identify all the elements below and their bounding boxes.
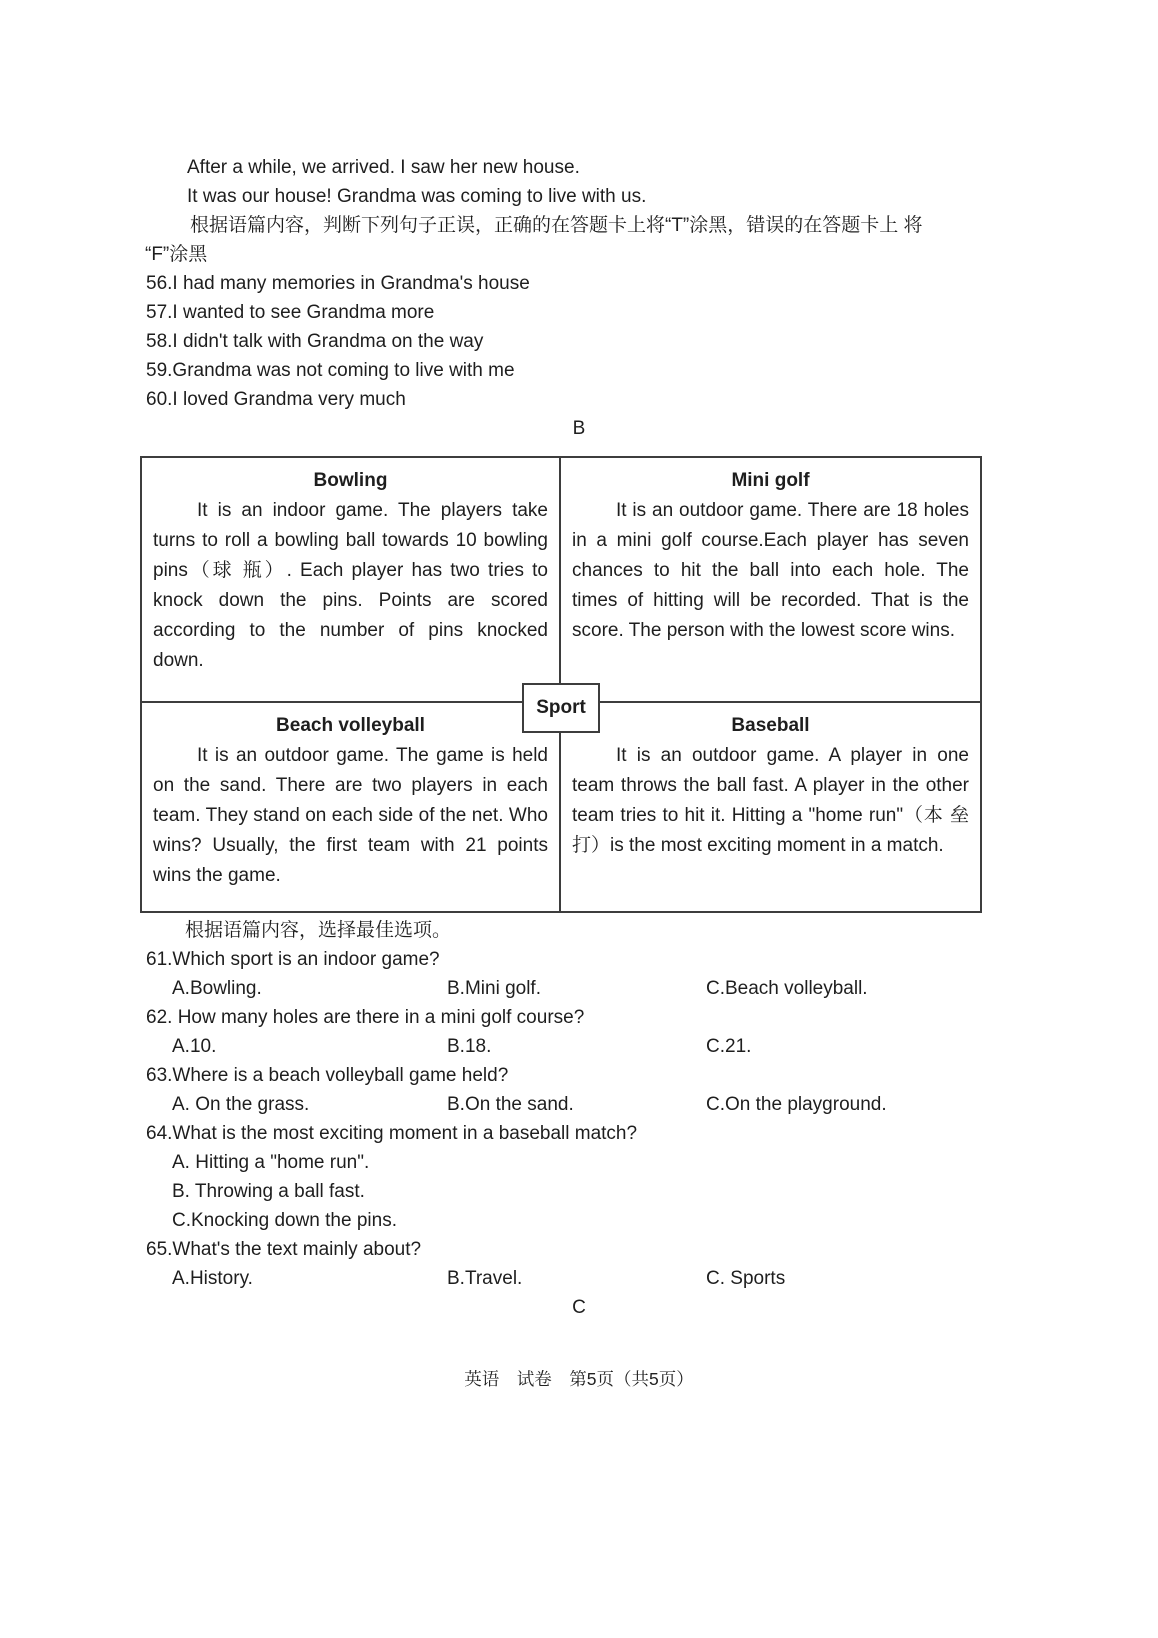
- tf-item-56: 56.I had many memories in Grandma's house: [146, 273, 530, 294]
- question-63-option-b: B.On the sand.: [447, 1094, 574, 1115]
- cell-title-mini-golf: Mini golf: [731, 470, 810, 491]
- cell-title-baseball: Baseball: [731, 715, 810, 736]
- tf-item-58: 58.I didn't talk with Grandma on the way: [146, 331, 484, 352]
- section-b-label: B: [572, 418, 586, 439]
- question-65-option-c: C. Sports: [706, 1268, 786, 1289]
- sport-center-box: [522, 683, 600, 733]
- cell-body-bowling: It is an indoor game. The players take turns to roll a bowling ball towards 10 bowling pins（球 瓶）. Each player has two tries to knock down the pins. Points are scored according to the number of pins knocked down.: [153, 500, 548, 671]
- table-cell-bowling: [142, 458, 561, 703]
- question-62-option-b: B.18.: [447, 1036, 492, 1057]
- question-64-option-a: A. Hitting a "home run".: [172, 1152, 370, 1173]
- question-64-option-b: B. Throwing a ball fast.: [172, 1181, 365, 1202]
- tf-item-57: 57.I wanted to see Grandma more: [146, 302, 435, 323]
- question-61-options: [172, 974, 1158, 1003]
- sport-center-label: Sport: [536, 697, 586, 718]
- mc-instruction: 根据语篇内容，选择最佳选项。: [185, 920, 452, 941]
- intro-line-2: It was our house! Grandma was coming to live with us.: [187, 186, 647, 207]
- tf-item-60: 60.I loved Grandma very much: [146, 389, 406, 410]
- tf-item-59: 59.Grandma was not coming to live with me: [146, 360, 515, 381]
- tf-instruction-line-1: 根据语篇内容，判断下列句子正误，正确的在答题卡上将“T”涂黑，错误的在答题卡上 将: [190, 215, 923, 236]
- sports-table: [140, 456, 982, 913]
- question-62-option-a: A.10.: [172, 1036, 217, 1057]
- question-64-option-c: C.Knocking down the pins.: [172, 1210, 397, 1231]
- page-footer: 英语 试卷 第5页（共5页）: [464, 1369, 694, 1389]
- intro-line-1: After a while, we arrived. I saw her new house.: [187, 157, 580, 178]
- table-cell-mini-golf: [561, 458, 980, 703]
- question-65-stem: 65.What's the text mainly about?: [146, 1239, 422, 1260]
- table-cell-baseball: [561, 703, 980, 911]
- question-61-stem: 61.Which sport is an indoor game?: [146, 949, 440, 970]
- question-63-option-c: C.On the playground.: [706, 1094, 887, 1115]
- question-65-option-b: B.Travel.: [447, 1268, 523, 1289]
- question-63-options: [172, 1090, 1158, 1119]
- tf-instruction-line-2: “F”涂黑: [145, 244, 208, 265]
- section-c-label: C: [572, 1297, 586, 1318]
- cell-body-beach-volleyball: It is an outdoor game. The game is held on the sand. There are two players in each team. They stand on each side of the net. Who wins? Usually, the first team with 21 points wins the game.: [153, 745, 548, 886]
- question-61-option-c: C.Beach volleyball.: [706, 978, 868, 999]
- question-62-options: [172, 1032, 1158, 1061]
- question-62-stem: 62. How many holes are there in a mini golf course?: [146, 1007, 585, 1028]
- cell-title-bowling: Bowling: [313, 470, 388, 491]
- question-63-stem: 63.Where is a beach volleyball game held?: [146, 1065, 509, 1086]
- question-65-option-a: A.History.: [172, 1268, 253, 1289]
- table-cell-beach-volleyball: [142, 703, 561, 911]
- question-61-option-a: A.Bowling.: [172, 978, 262, 999]
- cell-title-beach-volleyball: Beach volleyball: [276, 715, 425, 736]
- cell-body-mini-golf: It is an outdoor game. There are 18 holes in a mini golf course.Each player has seven chances to hit the ball into each hole. The times of hitting will be recorded. That is the score. The person with the lowest score wins.: [572, 500, 969, 641]
- question-61-option-b: B.Mini golf.: [447, 978, 541, 999]
- cell-body-baseball: It is an outdoor game. A player in one team throws the ball fast. A player in the other team tries to hit it. Hitting a "home run"（本 垒 打）is the most exciting moment in a match.: [572, 745, 969, 856]
- question-62-option-c: C.21.: [706, 1036, 752, 1057]
- question-64-stem: 64.What is the most exciting moment in a baseball match?: [146, 1123, 638, 1144]
- question-63-option-a: A. On the grass.: [172, 1094, 310, 1115]
- question-65-options: [172, 1264, 1158, 1293]
